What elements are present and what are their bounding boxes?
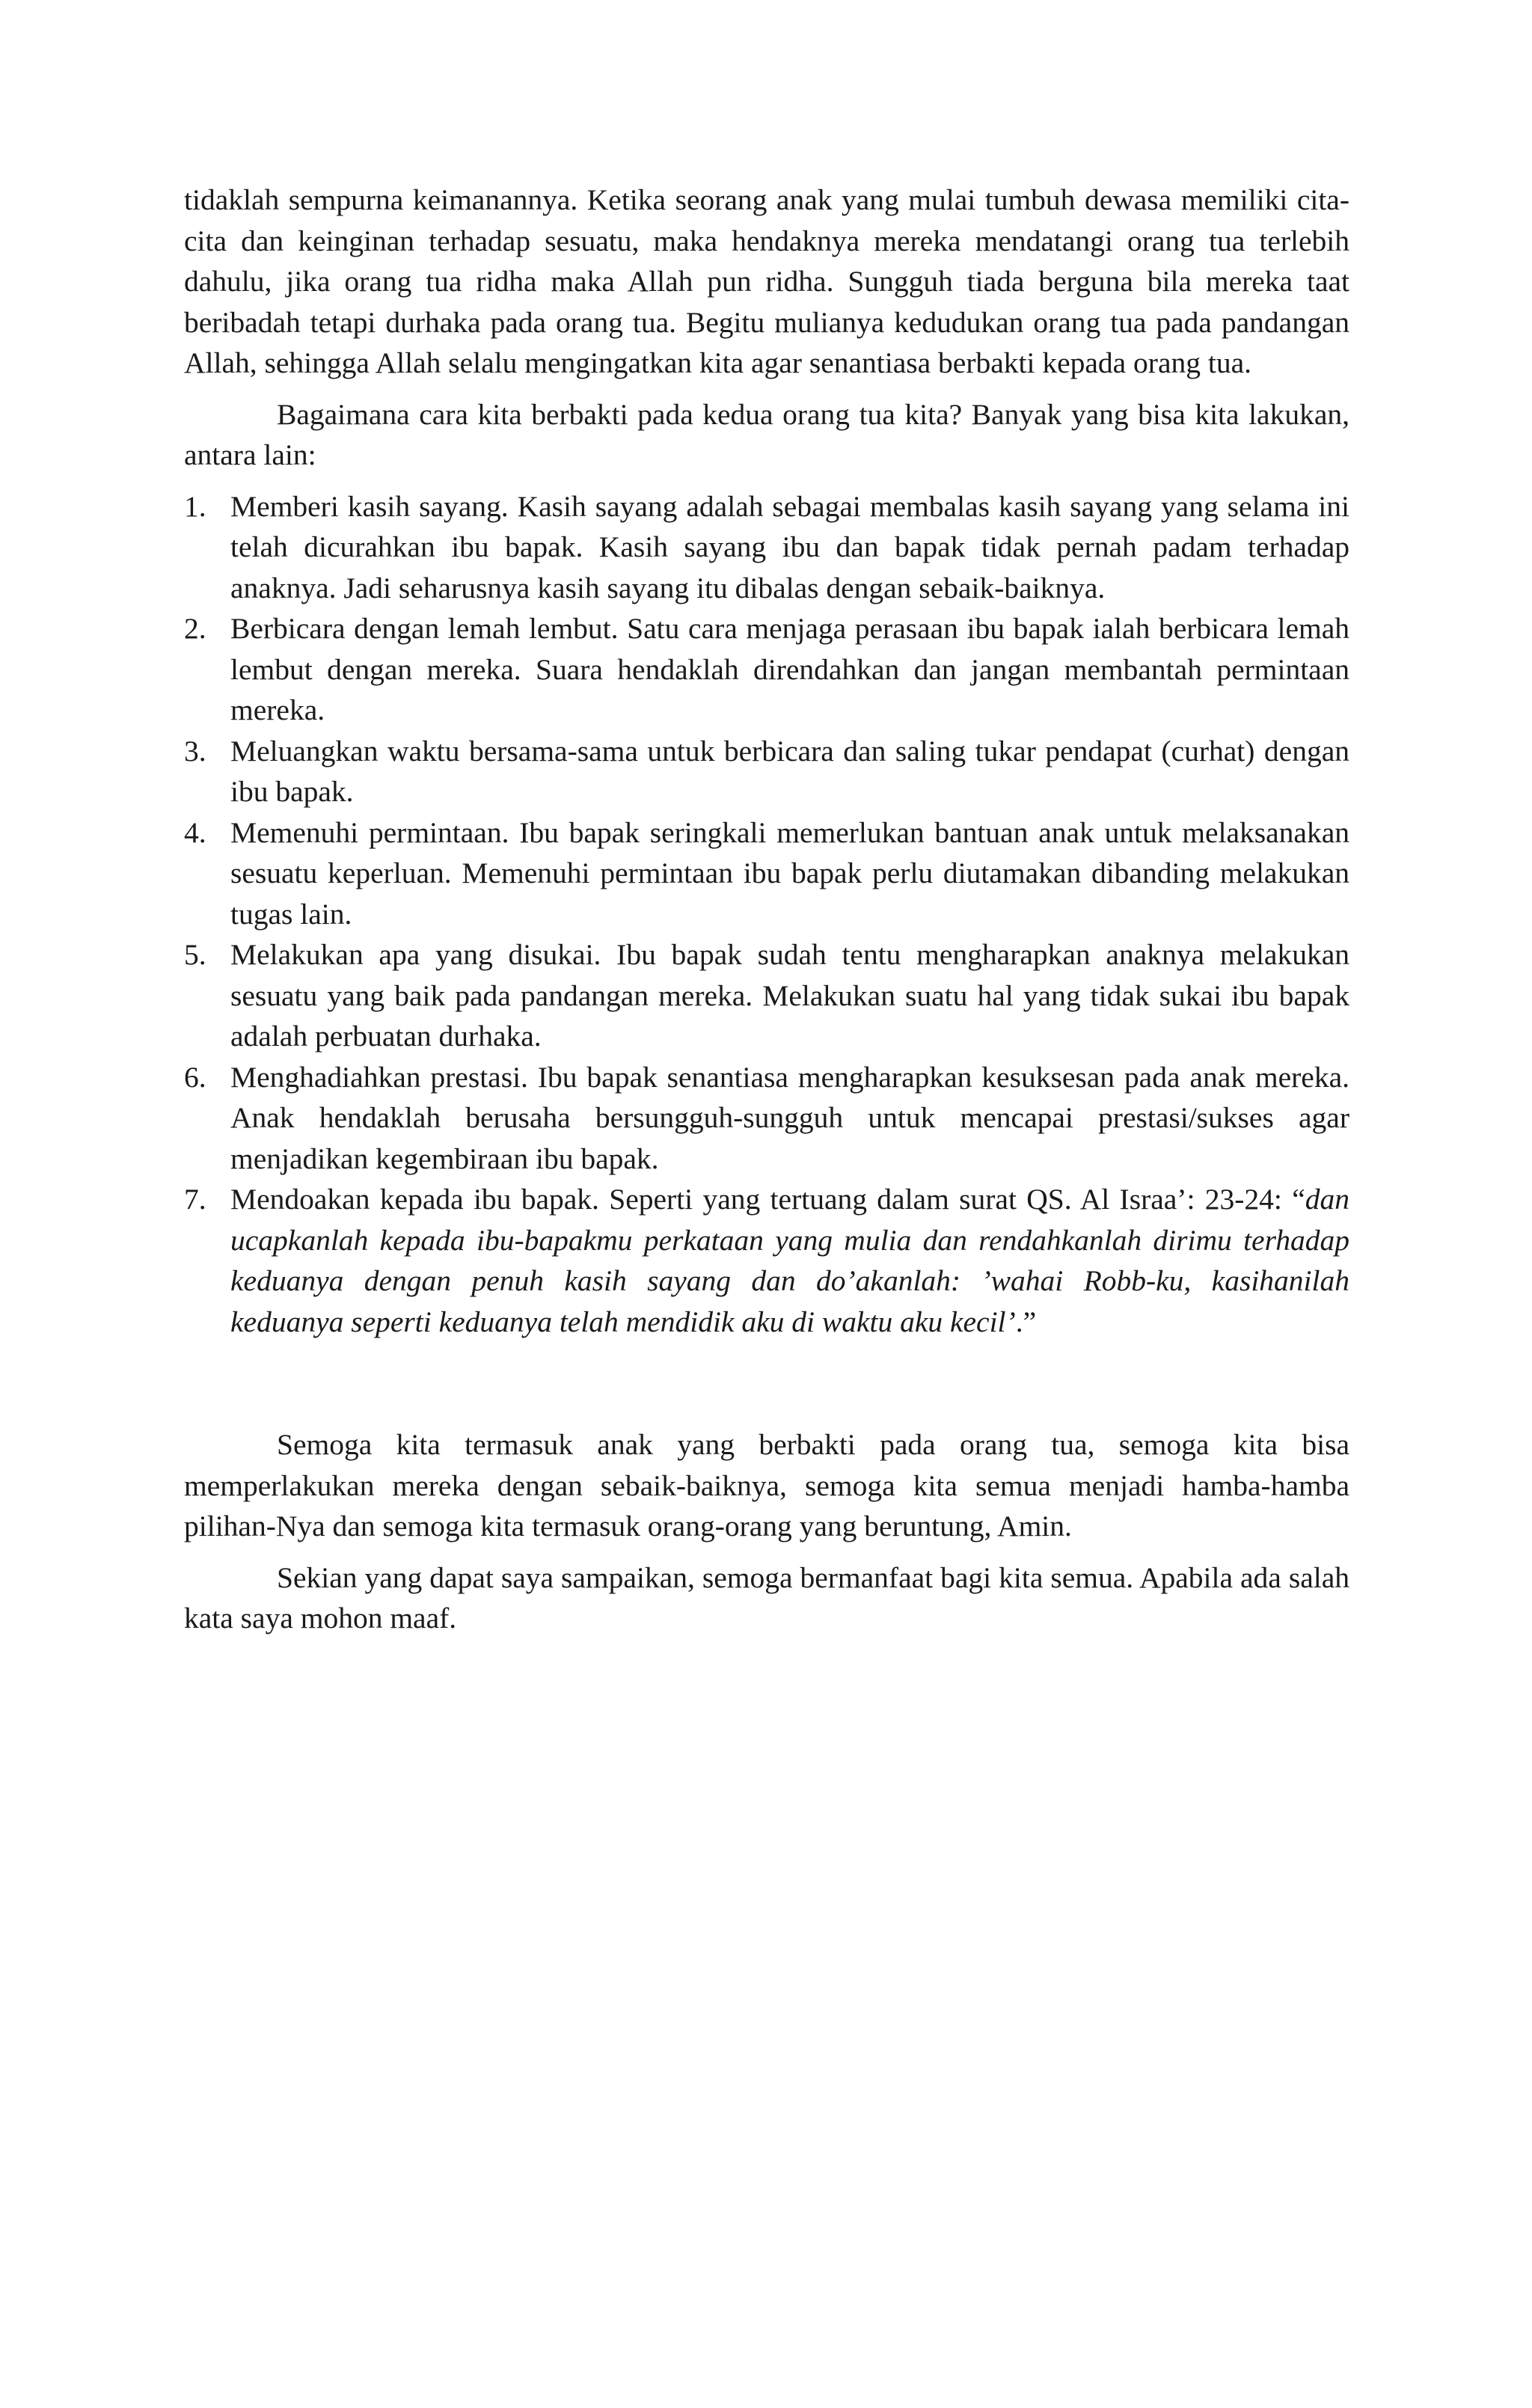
list-number: 7. xyxy=(184,1183,206,1216)
farewell-paragraph: Sekian yang dapat saya sampaikan, semoga bermanfaat bagi kita semua. Apabila ada salah kata saya mohon maaf. xyxy=(184,1560,1349,1635)
close-quote-mark: .” xyxy=(1015,1305,1037,1338)
list-number: 6. xyxy=(184,1060,206,1094)
list-item-text: Memberi kasih sayang. Kasih sayang adalah sebagai membalas kasih sayang yang selama ini telah dicurahkan ibu bapak. Kasih sayang ibu dan bapak tidak pernah padam terhadap anaknya. Jadi seharusnya kasih sayang itu dibalas dengan sebaik-baiknya. xyxy=(230,489,1349,604)
list-number: 1. xyxy=(184,489,206,523)
list-item xyxy=(184,812,1349,935)
list-item xyxy=(184,1179,1349,1342)
list-number: 4. xyxy=(184,815,206,849)
list-number: 5. xyxy=(184,938,206,971)
open-quote-mark: “ xyxy=(1292,1183,1305,1216)
list-item xyxy=(184,486,1349,609)
list-item-text xyxy=(230,1179,1349,1342)
list-item xyxy=(184,934,1349,1057)
list-item-text: Berbicara dengan lemah lembut. Satu cara menjaga perasaan ibu bapak ialah berbicara lemah lembut dengan mereka. Suara hendaklah direndahkan dan jangan membantah permintaan mereka. xyxy=(230,612,1349,726)
list-number: 3. xyxy=(184,734,206,768)
quran-quote: dan ucapkanlah kepada ibu-bapakmu perkataan yang mulia dan rendahkanlah dirimu terhadap keduanya dengan penuh kasih sayang dan do’akanlah: ’wahai Robb-ku, kasihanilah keduanya seperti keduanya telah mendidik aku di waktu aku kecil’ xyxy=(230,1183,1350,1338)
list-item-text: Melakukan apa yang disukai. Ibu bapak sudah tentu mengharapkan anaknya melakukan sesuatu yang baik pada pandangan mereka. Melakukan suatu hal yang tidak sukai ibu bapak adalah perbuatan durhaka. xyxy=(230,938,1349,1053)
list-item xyxy=(184,1057,1349,1180)
list-item-lead: Mendoakan kepada ibu bapak. Seperti yang tertuang dalam surat QS. Al Israa’: 23-24: xyxy=(230,1183,1282,1216)
question-paragraph: Bagaimana cara kita berbakti pada kedua orang tua kita? Banyak yang bisa kita lakukan, antara lain: xyxy=(184,397,1349,471)
list-number: 2. xyxy=(184,612,206,645)
list-item-text: Menghadiahkan prestasi. Ibu bapak senantiasa mengharapkan kesuksesan pada anak mereka. Anak hendaklah berusaha bersungguh-sungguh untuk mencapai prestasi/sukses agar menjadikan kegembiraan ibu bapak. xyxy=(230,1060,1349,1175)
document-page xyxy=(184,180,1349,1639)
ways-list xyxy=(184,486,1349,1343)
closing-paragraph: Semoga kita termasuk anak yang berbakti pada orang tua, semoga kita bisa memperlakukan mereka dengan sebaik-baiknya, semoga kita semua menjadi hamba-hamba pilihan-Nya dan semoga kita termasuk orang-orang yang beruntung, Amin. xyxy=(184,1428,1349,1542)
list-item-text: Meluangkan waktu bersama-sama untuk berbicara dan saling tukar pendapat (curhat) dengan ibu bapak. xyxy=(230,734,1349,808)
list-item xyxy=(184,731,1349,812)
list-item-text: Memenuhi permintaan. Ibu bapak seringkali memerlukan bantuan anak untuk melaksanakan sesuatu keperluan. Memenuhi permintaan ibu bapak perlu diutamakan dibanding melakukan tugas lain. xyxy=(230,815,1349,931)
list-item xyxy=(184,608,1349,731)
intro-paragraph: tidaklah sempurna keimanannya. Ketika seorang anak yang mulai tumbuh dewasa memiliki cita-cita dan keinginan terhadap sesuatu, maka hendaknya mereka mendatangi orang tua terlebih dahulu, jika orang tua ridha maka Allah pun ridha. Sungguh tiada berguna bila mereka taat beribadah tetapi durhaka pada orang tua. Begitu mulianya kedudukan orang tua pada pandangan Allah, sehingga Allah selalu mengingatkan kita agar senantiasa berbakti kepada orang tua. xyxy=(184,183,1349,379)
